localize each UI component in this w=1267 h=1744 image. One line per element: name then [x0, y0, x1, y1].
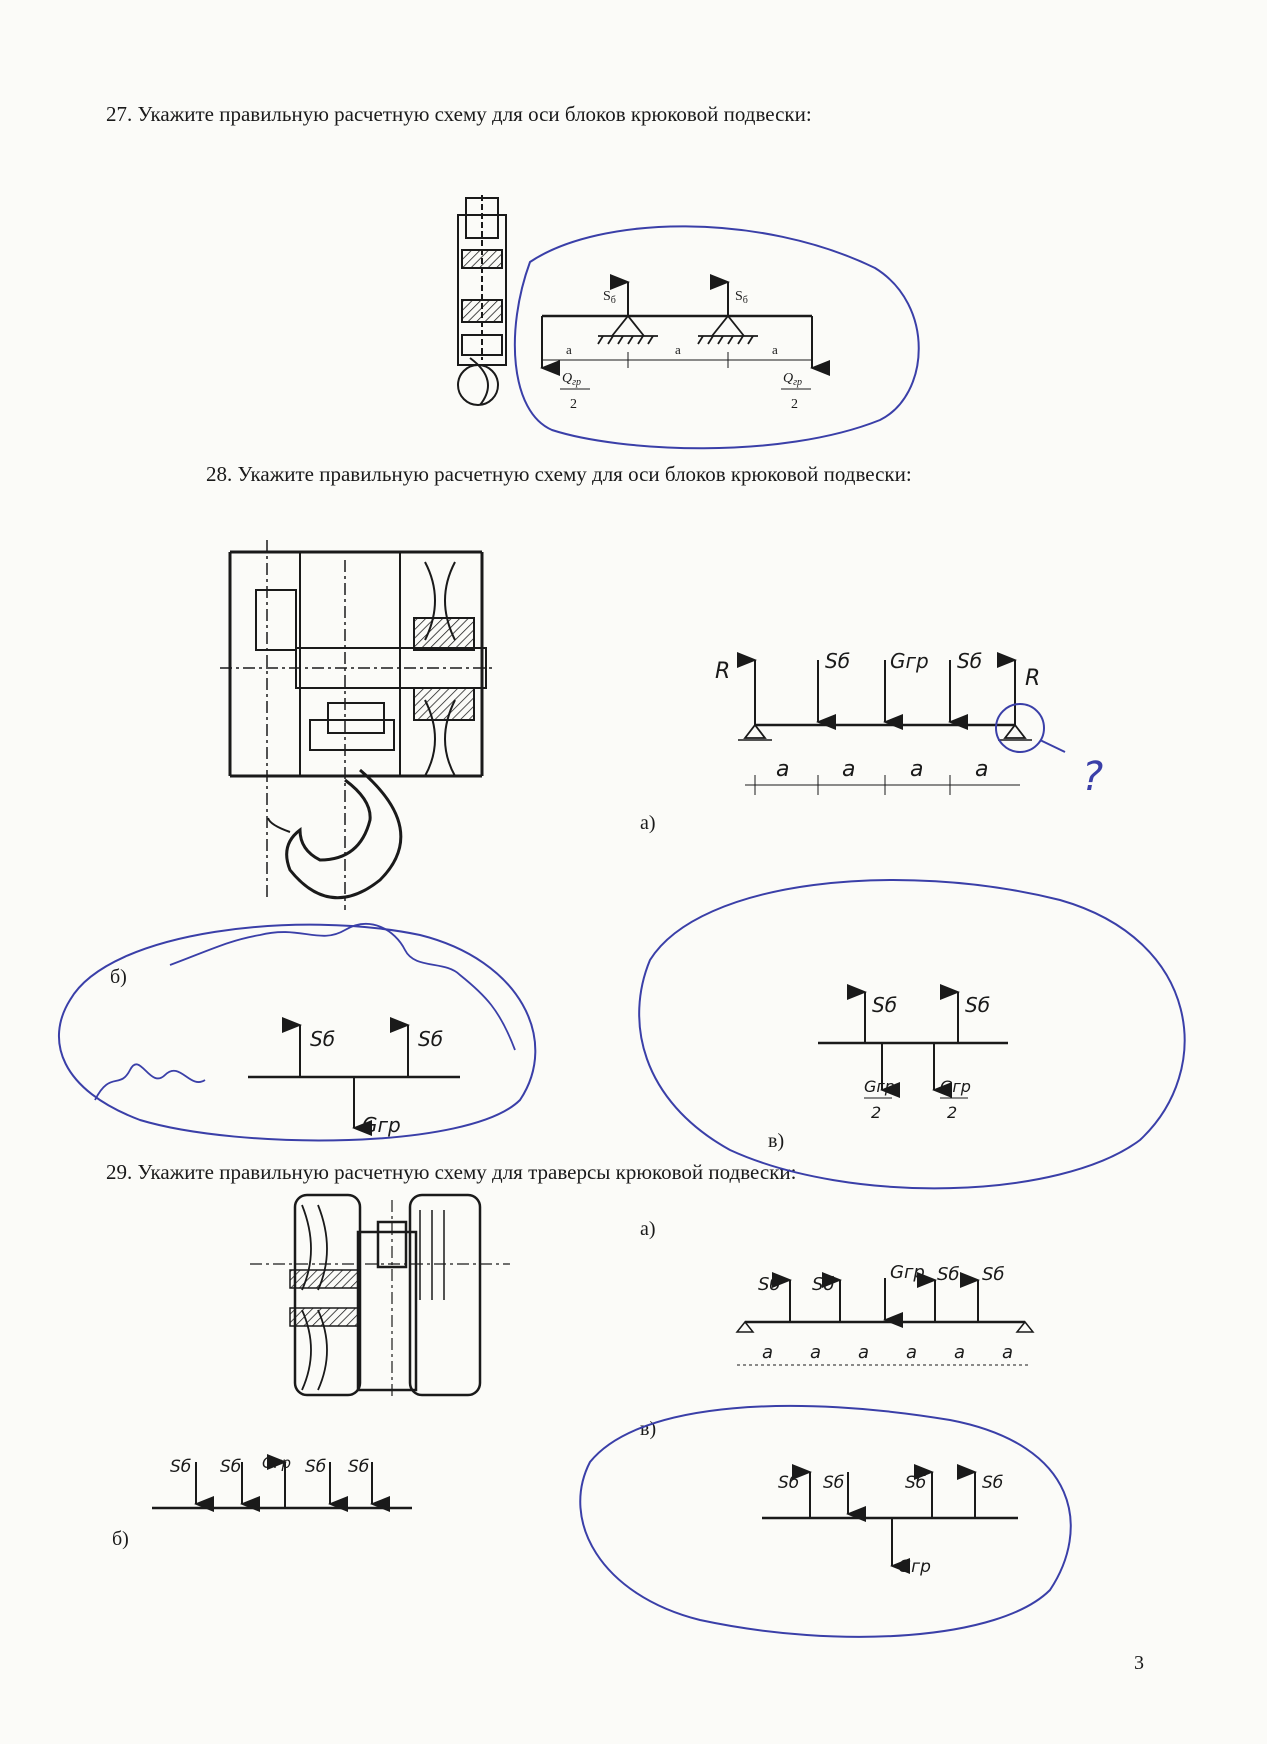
q28-option-v-label: в) [768, 1130, 785, 1152]
q28-v-pen-circle [639, 880, 1184, 1188]
q27-span-a-1: a [566, 342, 572, 357]
q28b-sb-right: Sб [418, 1027, 444, 1051]
q28a-a-2: a [842, 757, 856, 782]
q28b-g: Gгр [362, 1113, 401, 1137]
q28-block-drawing [220, 540, 495, 910]
q27-hook-block-drawing [458, 195, 506, 405]
q28v-g-left-den: 2 [871, 1103, 882, 1122]
q29b-sb-1: Sб [170, 1457, 192, 1477]
q29a-a-5: a [954, 1342, 966, 1363]
q28v-g-left-num: Gгр [864, 1077, 895, 1096]
q29a-g: Gгр [890, 1262, 925, 1283]
q29a-a-3: a [858, 1342, 870, 1363]
q29-option-b-label: б) [112, 1528, 129, 1550]
q28a-sb-left: Sб [825, 649, 851, 673]
q29a-sb-1: Sб [758, 1274, 781, 1295]
q29a-a-4: a [906, 1342, 918, 1363]
q29b-sb-4: Sб [348, 1457, 370, 1477]
q28a-a-1: a [776, 757, 790, 782]
q29v-sb-1: Sб [778, 1473, 800, 1493]
q28v-sb-right: Sб [965, 993, 991, 1017]
q27-sb-left-label: $S_б$ [603, 289, 616, 306]
q28-option-a-label: а) [640, 812, 656, 834]
q28-b-pen-scribble [95, 924, 515, 1100]
q27-pen-circle [515, 226, 919, 448]
question-28: 28. Укажите правильную расчетную схему для оси блоков крюковой подвески: [206, 462, 912, 486]
q29a-a-6: a [1002, 1342, 1014, 1363]
q29-v-pen-circle [580, 1406, 1070, 1637]
q27-sb-right-label: $S_б$ [735, 289, 748, 306]
q27-load-right-num: $Q_{гр}$ [783, 371, 803, 388]
q29a-sb-2: Sб [812, 1274, 835, 1295]
q28a-a-4: a [975, 757, 989, 782]
q29a-a-1: a [762, 1342, 774, 1363]
q28v-sb-left: Sб [872, 993, 898, 1017]
q27-load-left-num: $Q_{гр}$ [562, 371, 582, 388]
q29-scheme-b [152, 1454, 412, 1508]
q28v-g-right-num: Gгр [940, 1077, 971, 1096]
q27-support-right [698, 316, 758, 344]
q27-scheme [542, 282, 812, 412]
question-27: 27. Укажите правильную расчетную схему для оси блоков крюковой подвески: [106, 102, 812, 126]
q28v-g-right-den: 2 [947, 1103, 958, 1122]
q27-load-left-den: 2 [570, 397, 577, 412]
q29-option-a-label: а) [640, 1218, 656, 1240]
q27-span-a-3: a [772, 342, 778, 357]
q29a-sb-3: Sб [937, 1264, 960, 1285]
q28b-sb-left: Sб [310, 1027, 336, 1051]
q29-scheme-v [762, 1472, 1018, 1577]
q27-span-a-2: a [675, 342, 681, 357]
q29a-a-2: a [810, 1342, 822, 1363]
q29v-sb-4: Sб [982, 1473, 1004, 1493]
q29v-sb-3: Sб [905, 1473, 927, 1493]
q28a-g: Gгр [890, 649, 929, 673]
q29-option-v-label: в) [640, 1418, 657, 1440]
q27-support-left [598, 316, 658, 344]
q28-scheme-v [818, 992, 1008, 1122]
q28-scheme-a [715, 649, 1040, 795]
q27-load-right-den: 2 [791, 397, 798, 412]
q29-scheme-a [737, 1262, 1033, 1365]
q28-pen-mark-circle [996, 704, 1044, 752]
q28a-a-3: a [910, 757, 924, 782]
q29a-sb-4: Sб [982, 1264, 1005, 1285]
q28-scheme-b [248, 1025, 460, 1137]
q28-option-b-label: б) [110, 966, 127, 988]
q28a-r-left: R [715, 659, 731, 684]
q28a-r-right: R [1025, 666, 1041, 691]
q28-b-pen-circle [59, 925, 535, 1141]
q28-pen-question-mark: ? [1082, 754, 1104, 800]
q29-traverse-drawing [250, 1195, 510, 1400]
page-number: 3 [1134, 1652, 1144, 1674]
q28a-sb-right: Sб [957, 649, 983, 673]
question-29: 29. Укажите правильную расчетную схему для траверсы крюковой подвески: [106, 1160, 797, 1184]
q29b-sb-3: Sб [305, 1457, 327, 1477]
q29b-g: Gгр [262, 1454, 292, 1472]
q29v-g: Gгр [898, 1557, 931, 1577]
q29v-sb-2: Sб [823, 1473, 845, 1493]
q29b-sb-2: Sб [220, 1457, 242, 1477]
